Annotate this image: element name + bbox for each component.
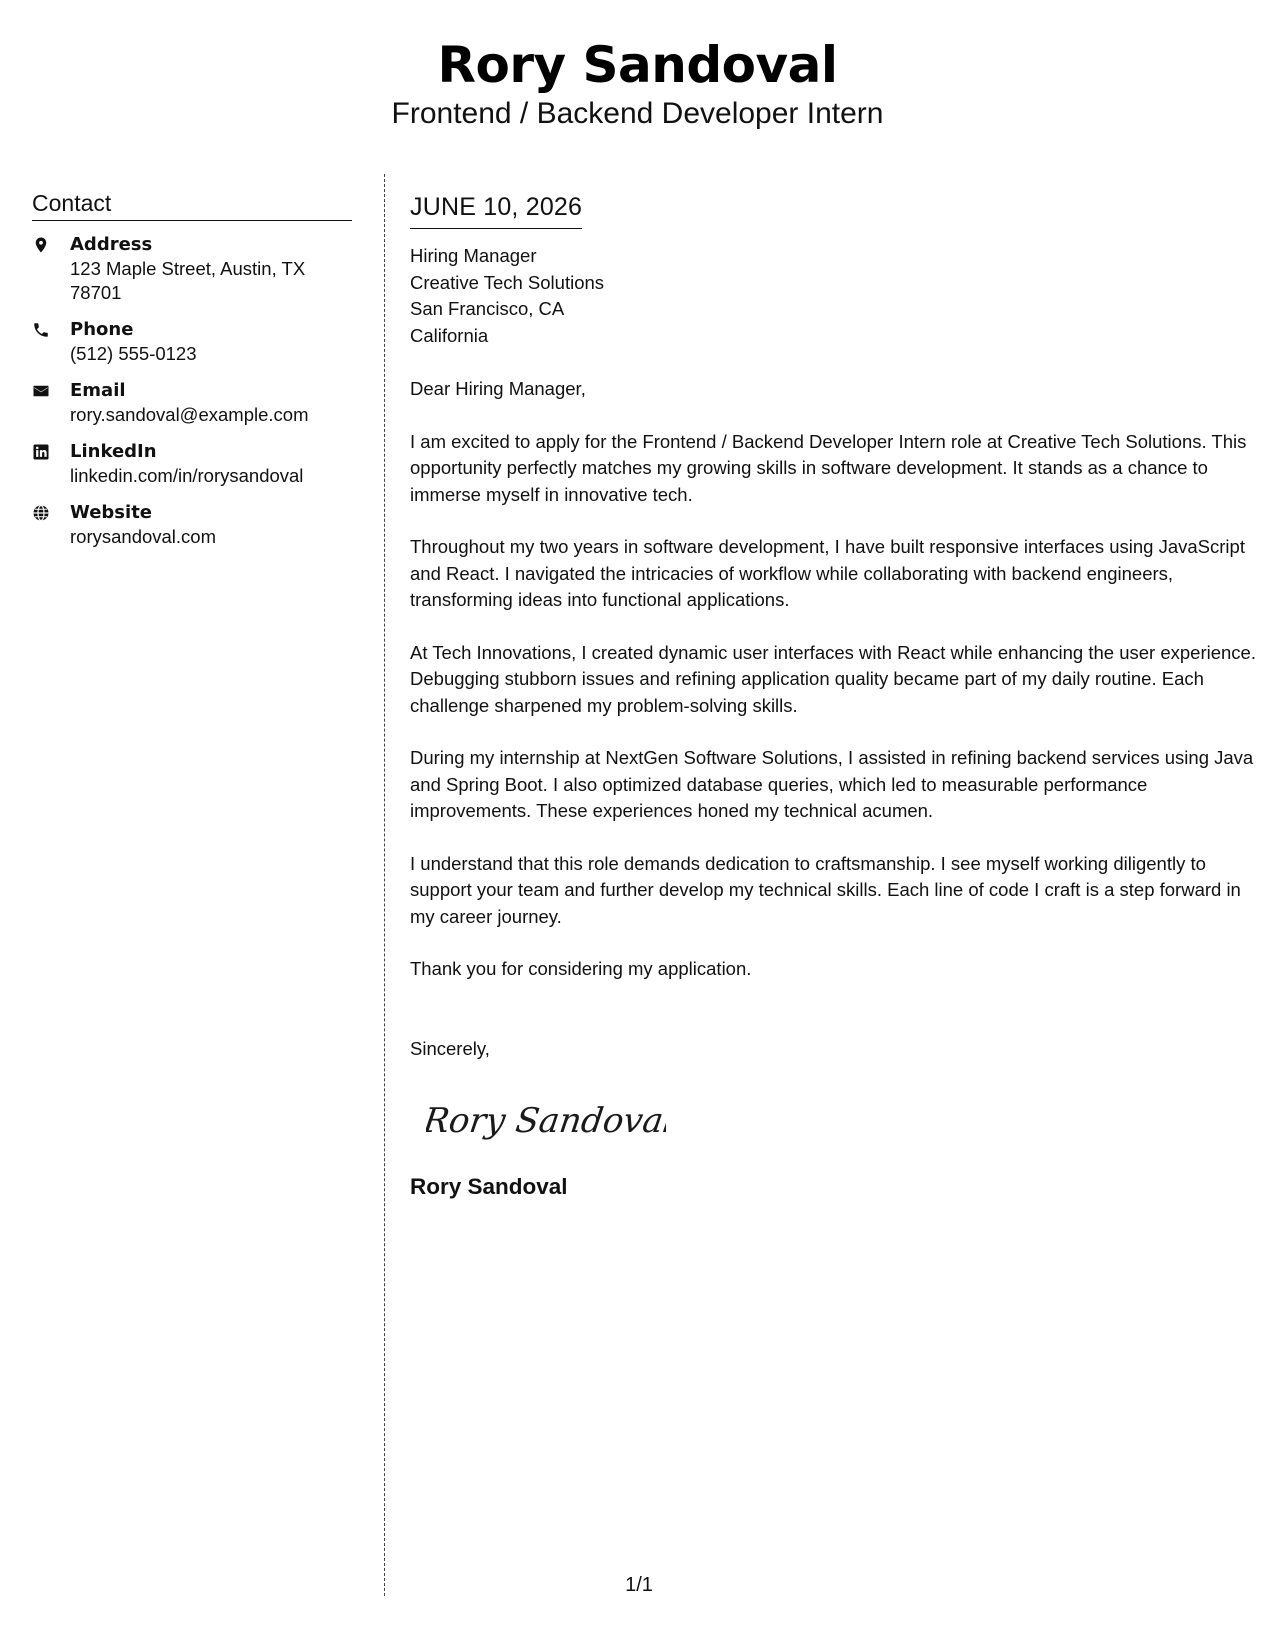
linkedin-value: linkedin.com/in/rorysandoval [70,465,304,486]
recipient-line: California [410,324,489,346]
address-value: 123 Maple Street, Austin, TX 78701 [70,258,306,303]
recipient-line: Creative Tech Solutions [410,271,605,293]
signer-name: Rory Sandoval [410,1173,568,1199]
map-pin-icon [32,233,70,257]
signature-text: Rory Sandoval [426,1101,666,1141]
salutation: Dear Hiring Manager, [410,378,586,399]
page-number: 1/1 [625,1574,653,1596]
contact-item-website [32,501,352,549]
recipient-line: Hiring Manager [410,245,537,266]
letter-body [410,190,1260,1202]
contact-item-email [32,379,352,427]
job-title: Frontend / Backend Developer Intern [391,97,884,130]
contact-sidebar [32,188,352,562]
letter-header [0,36,1275,132]
column-divider [384,174,385,1596]
contact-label: Website [70,502,153,523]
letter-date: JUNE 10, 2026 [410,190,582,229]
contact-list [32,233,352,549]
contact-item-phone [32,318,352,366]
body-paragraph: At Tech Innovations, I created dynamic user interfaces with React while enhancing the user experience. Debugging stubborn issues and refining application quality became part of my daily routine. Each challenge sharpened my problem-solving skills. [410,641,1256,716]
email-value: rory.sandoval@example.com [70,404,309,425]
recipient-line: San Francisco, CA [410,298,565,319]
linkedin-icon [32,440,70,464]
contact-item-address [32,233,352,305]
phone-icon [32,318,70,342]
phone-value: (512) 555-0123 [70,343,197,364]
website-value: rorysandoval.com [70,526,217,547]
contact-label: LinkedIn [70,441,157,462]
contact-label: Phone [70,319,134,340]
contact-label: Email [70,380,126,401]
body-paragraph: During my internship at NextGen Software Solutions, I assisted in refining backend services using Java and Spring Boot. I also optimized database queries, which led to measurable performance improvements. These experiences honed my technical acumen. [410,747,1254,821]
contact-heading: Contact [32,188,352,221]
closing: Sincerely, [410,1037,490,1059]
applicant-name: Rory Sandoval [437,36,838,94]
body-paragraph: Throughout my two years in software development, I have built responsive interfaces using JavaScript and React. I navigated the intricacies of workflow while collaborating with backend engineers, transforming ideas into functional applications. [410,536,1245,610]
contact-item-linkedin [32,440,352,488]
globe-icon [32,501,70,525]
signature-image [426,1090,666,1150]
body-paragraph: I understand that this role demands dedication to craftsmanship. I see myself working diligently to support your team and further develop my technical skills. Each line of code I craft is a step forward in my career journey. [410,852,1241,927]
envelope-icon [32,379,70,403]
body-paragraph: Thank you for considering my application. [410,958,752,979]
body-paragraph: I am excited to apply for the Frontend / Backend Developer Intern role at Creative Tech Solutions. This opportunity perfectly matches my growing skills in software development. It stands as a chance to immerse myself in innovative tech. [410,430,1247,505]
recipient-block [410,243,1260,349]
contact-label: Address [70,234,153,255]
